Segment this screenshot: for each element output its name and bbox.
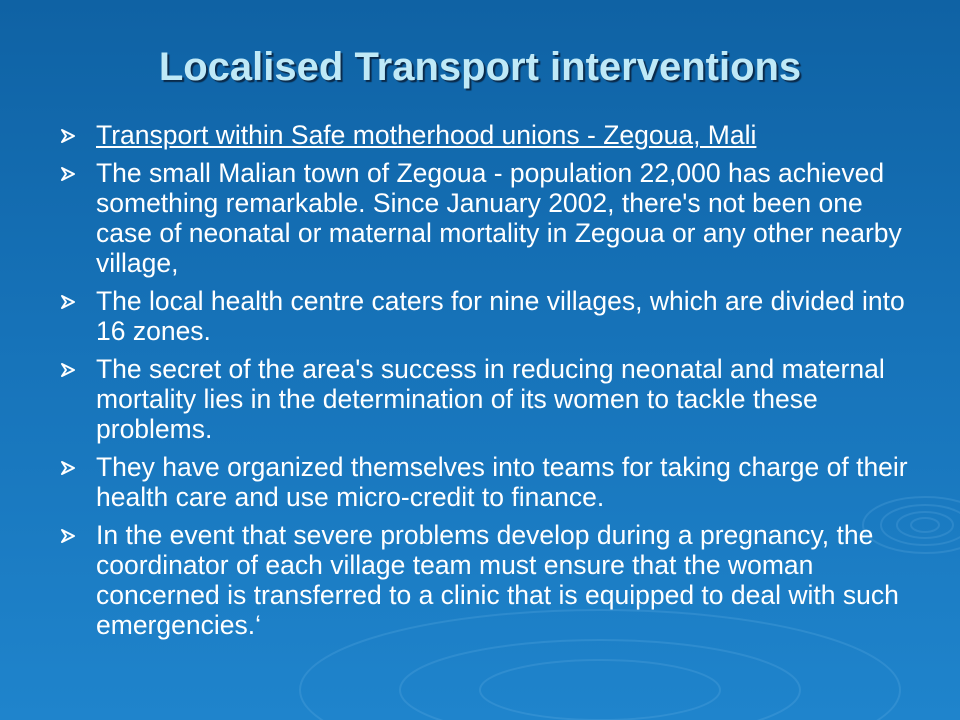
bullet-item [60, 354, 920, 444]
bullet-item [60, 452, 920, 512]
bullet-item [60, 120, 920, 150]
arrow-bullet-icon [60, 294, 76, 310]
arrow-bullet-icon [60, 362, 76, 378]
bullet-text: The small Malian town of Zegoua - population 22,000 has achieved something remarkable. Since January 2002, there's not been one case of neonatal or maternal mortality in Zegoua or any other nearby village, [96, 158, 902, 278]
bullet-item [60, 520, 920, 640]
arrow-bullet-icon [60, 528, 76, 544]
slide-title: Localised Transport interventions [158, 45, 802, 89]
bullet-text[interactable]: Transport within Safe motherhood unions - Zegoua, Mali [96, 120, 757, 150]
bullet-text: The local health centre caters for nine villages, which are divided into 16 zones. [96, 286, 905, 346]
bullet-text: They have organized themselves into teams for taking charge of their health care and use micro-credit to finance. [96, 452, 908, 512]
bullet-text: In the event that severe problems develop during a pregnancy, the coordinator of each village team must ensure that the woman concerned is transferred to a clinic that is equipped to deal with such emergencies.‘ [96, 520, 899, 640]
arrow-bullet-icon [60, 166, 76, 182]
arrow-bullet-icon [60, 460, 76, 476]
bullet-item [60, 158, 920, 278]
bullet-item [60, 286, 920, 346]
bullet-list [60, 120, 920, 648]
bullet-text: The secret of the area's success in reducing neonatal and maternal mortality lies in the determination of its women to tackle these problems. [96, 354, 885, 444]
arrow-bullet-icon [60, 128, 76, 144]
